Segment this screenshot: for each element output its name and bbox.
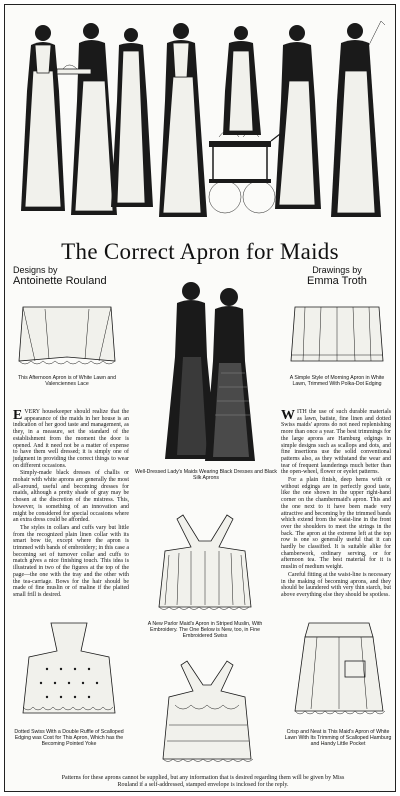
right-paragraph-3: Careful fitting at the waist-line is necessary in the making of becoming aprons, and they should be laundered with very thin starch, but above everything else they should be spotless. — [281, 571, 391, 598]
maid-figure-3 — [111, 28, 153, 207]
morning-apron-caption: A Simple Style of Morning Apron in White Lawn, Trimmed With Polka-Dot Edging — [289, 375, 385, 388]
maid-figure-5 — [223, 26, 261, 135]
drop-cap-e: E — [13, 408, 23, 423]
parlor-apron-illustration — [153, 511, 257, 613]
dotted-swiss-caption: Dotted Swiss With a Double Ruffle of Scalloped Edging was Cost for This Apron, Which has the Becoming Pointed Yoke — [14, 729, 124, 748]
ladys-maids-illustration — [157, 277, 261, 463]
maid-figure-7 — [331, 21, 385, 217]
designer-credit — [13, 265, 107, 287]
top-maids-illustration — [13, 11, 387, 225]
illustrator-credit-prefix: Drawings by — [312, 265, 362, 275]
drop-cap-w: W — [281, 408, 295, 423]
designer-credit-prefix: Designs by — [13, 265, 58, 275]
afternoon-apron-caption: This Afternoon Apron is of White Lawn and Valenciennes Lace — [17, 375, 117, 388]
embroidered-swiss-apron-illustration — [155, 655, 259, 765]
parlor-apron-caption: A New Parlor Maid's Apron in Striped Muslin, With Embroidery. The One Below is New, too, in Fine Embroidered Swiss — [147, 621, 263, 640]
afternoon-apron-illustration — [15, 301, 119, 369]
maid-figure-4 — [159, 23, 207, 217]
left-article-column — [13, 409, 129, 600]
crisp-neat-caption: Crisp and Neat is This Maid's Apron of White Lawn With Its Trimming of Scalloped Hamburg and Handy Little Pocket — [284, 729, 392, 748]
magazine-page — [4, 4, 396, 792]
right-paragraph-2: For a plain finish, deep hems with or without edgings are in perfectly good taste, like the one shown in the upper right-hand corner on the chambermaid's apron. This and the one next to it have been made very attractive and becoming by the trimmed bands which extend from the waist-line in the front over the shoulders to meet the strings in the back. The apron at the extreme left at the top row is one so generally useful that it can hardly be classified. It is suitable alike for chamberwork, ordinary serving, or for afternoon tea. The best material for it is muslin of medium weight. — [281, 477, 391, 571]
maid-figure-2 — [57, 23, 117, 215]
designer-name: Antoinette Rouland — [13, 275, 107, 287]
right-article-column — [281, 409, 391, 600]
maid-figure-6 — [275, 25, 321, 209]
dotted-swiss-apron-illustration — [17, 617, 121, 721]
right-paragraph-1: ITH the use of such durable materials as lawn, batiste, fine linen and dotted Swiss maids' aprons do not need replenishing more than once a year. The best trimmings for the large aprons are Hamburg edgings in simple designs such as scallops and dots, and fine insertions use the solid conventional patterns also, as they withstand the wear and tear of frequent launderings much better than the open-wheel, flower or eyelet patterns. — [281, 409, 391, 476]
article-title: The Correct Apron for Maids — [61, 239, 339, 264]
left-paragraph-2: Simply-made black dresses of challis or mohair with white aprons are generally the most all-around, useful and becoming dresses for maids, although a pretty shade of gray may be chosen at the discretion of the mistress. This, however, is something of an innovation and might be considered for special occasions where an extra dress could be afforded. — [13, 470, 129, 524]
left-paragraph-3: The styles in collars and cuffs vary but little from the recognized plain linen collar with its smart bow tie, except where the apron is trimmed with bands of embroidery; in this case a becoming set of turnover collar and cuffs to match gives a nice finishing touch. This idea is illustrated in two of the figures at the top of the page—the one with the tray and the other with the tea-carriage. Bows for the hair should be made of fine muslin or of maline if the plaited small frill is desired. — [13, 524, 129, 598]
morning-apron-illustration — [285, 301, 389, 369]
maid-figure-1 — [21, 25, 65, 211]
footer-note: Patterns for these aprons cannot be supplied, but any information that is desired regarding them will be given by Miss Rouland if a self-addressed, stamped envelope is inclosed for the reply. — [61, 775, 345, 788]
left-paragraph-1: VERY housekeeper should realize that the appearance of the maids in her house is an indication of her good taste and management, as they, in a measure, set the standard of the establishment from the moment the door is opened. And it need not be a matter of expense to have them well dressed; it is simply one of judgment in providing the correct things to wear on different occasions. — [13, 409, 129, 469]
illustrator-name: Emma Troth — [307, 275, 367, 287]
ladys-maids-caption: Well-Dressed Lady's Maids Wearing Black Dresses and Black Silk Aprons — [134, 469, 278, 482]
crisp-neat-apron-illustration — [287, 617, 391, 721]
illustrator-credit — [307, 265, 367, 287]
